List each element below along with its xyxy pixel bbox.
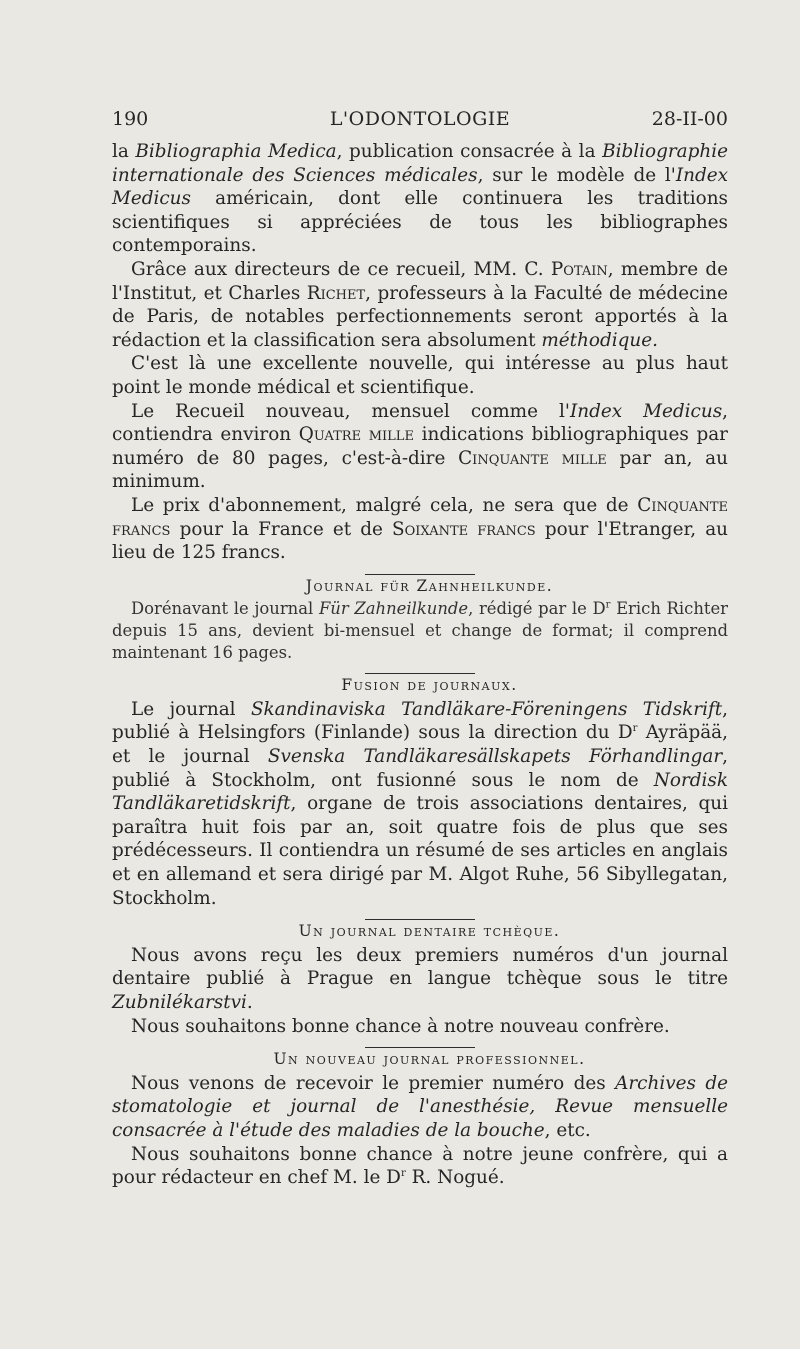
paragraph-archives: Nous venons de recevoir le premier numéro des Archives de stomatologie et journal de l'anesthésie, Revue mensuelle consacrée à l'étude des maladies de la bouche, etc. [112, 1072, 728, 1141]
body-text [112, 140, 728, 1190]
paragraph-tcheque: Nous avons reçu les deux premiers numéros d'un journal dentaire publié à Prague en langue tchèque sous le titre Zubnilékarstvi. [112, 944, 728, 1013]
paragraph-recueil: Le Recueil nouveau, mensuel comme l'Index Medicus, contiendra environ Quatre mille indications bibliographiques par numéro de 80 pages, c'est-à-dire Cinquante mille par an, au minimum. [112, 400, 728, 493]
paragraph-zahnheilkunde: Dorénavant le journal Für Zahneilkunde, rédigé par le $D^r$ Erich Richter depuis 15 ans, devient bi-mensuel et change de format; il comprend maintenant 16 pages. [112, 599, 728, 663]
section-title-zahnheilkunde: Journal für Zahnheilkunde. [305, 576, 554, 595]
issue-date: 28-II-00 [651, 108, 728, 130]
section-title-fusion: Fusion de journaux. [341, 676, 518, 695]
section-title-tcheque: Un journal dentaire tchèque. [298, 922, 561, 941]
paragraph-bibliographia: la Bibliographia Medica, publication consacrée à la Bibliographie internationale des Sciences médicales, sur le modèle de l'Index Medicus américain, dont elle continuera les traditions scientifiques si appréciées de tous les bibliographes contemporains. [112, 141, 728, 257]
paragraph-tcheque-souhait: Nous souhaitons bonne chance à notre nouveau confrère. [131, 1015, 670, 1037]
running-header [112, 108, 728, 138]
section-title-professionnel: Un nouveau journal professionnel. [273, 1050, 586, 1069]
paragraph-directeurs: Grâce aux directeurs de ce recueil, MM. C. Potain, membre de l'Institut, et Charles Richet, professeurs à la Faculté de médecine de Paris, de notables perfectionnements seront apportés à la rédaction et la classification sera absolument méthodique. [112, 258, 728, 351]
paragraph-nouvelle: C'est là une excellente nouvelle, qui intéresse au plus haut point le monde médical et scientifique. [112, 353, 728, 398]
paragraph-nogue: Nous souhaitons bonne chance à notre jeune confrère, qui a pour rédacteur en chef M. le $D^r$ R. Nogué. [112, 1143, 728, 1189]
running-title: L'ODONTOLOGIE [329, 108, 511, 130]
page-number: 190 [112, 108, 149, 130]
paragraph-abonnement: Le prix d'abonnement, malgré cela, ne sera que de Cinquante francs pour la France et de Soixante francs pour l'Etranger, au lieu de 125 francs. [112, 494, 729, 564]
paragraph-fusion: Le journal Skandinaviska Tandläkare-Föreningens Tidskrift, publié à Helsingfors (Finlande) sous la direction du $D^r$ Ayräpää, et le journal Svenska Tandläkaresällskapets Förhandlingar, publié à Stockholm, ont fusionné sous le nom de Nordisk Tandläkaretidskrift, organe de trois associations dentaires, qui paraîtra huit fois par an, soit quatre fois de plus que ses prédécesseurs. Il contiendra un résumé de ses articles en anglais et en allemand et sera dirigé par M. Algot Ruhe, 56 Sibyllegatan, Stockholm. [112, 698, 729, 909]
